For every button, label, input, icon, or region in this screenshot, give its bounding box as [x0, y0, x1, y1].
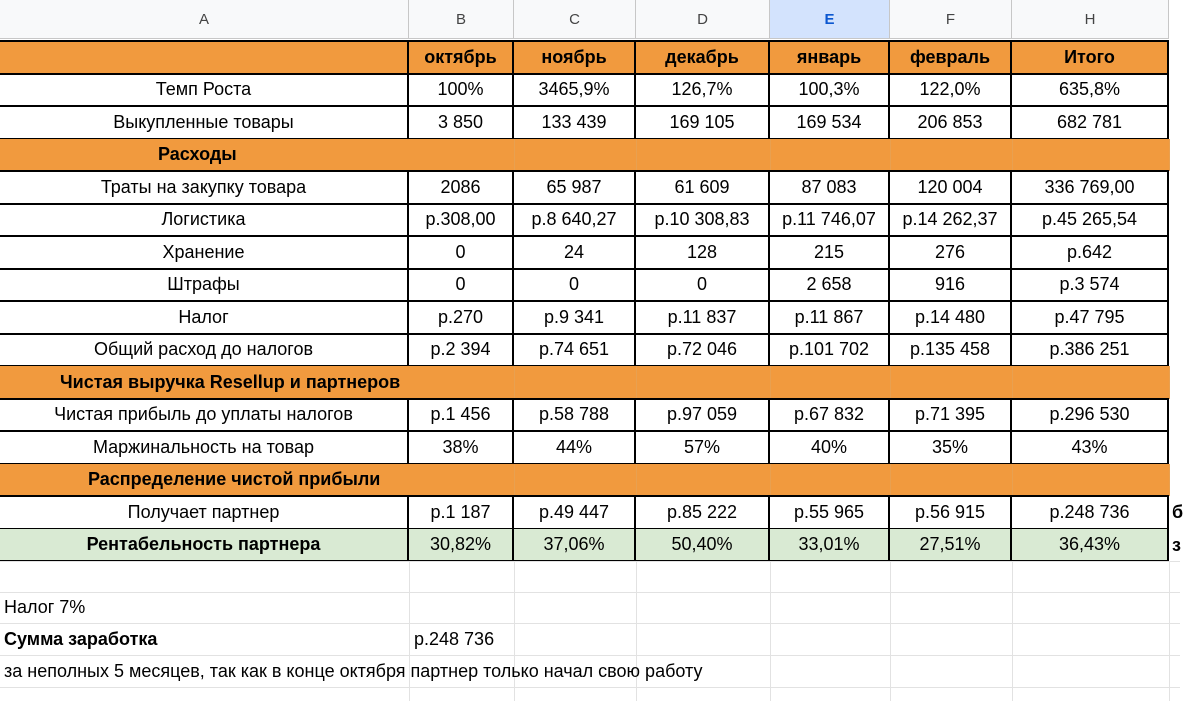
table-row — [0, 106, 1169, 139]
cell-gridline — [514, 464, 515, 497]
value-cell[interactable]: р.47 795 — [1012, 301, 1169, 334]
value-cell[interactable]: р.3 574 — [1012, 269, 1169, 302]
cell-gridline — [770, 139, 771, 172]
value-cell[interactable]: р.10 308,83 — [636, 204, 770, 237]
value-cell[interactable]: р.67 832 — [770, 399, 890, 432]
cell-gridline — [890, 139, 891, 172]
value-cell[interactable]: р.8 640,27 — [514, 204, 636, 237]
cell-gridline — [1169, 366, 1170, 399]
table-row — [0, 269, 1169, 302]
cell-gridline — [514, 366, 515, 399]
value-cell[interactable]: 37,06% — [514, 529, 636, 562]
column-header-e[interactable]: E — [770, 0, 890, 39]
row-label[interactable]: Получает партнер — [0, 496, 409, 529]
table-row — [0, 171, 1169, 204]
month-header-row — [0, 41, 1169, 74]
row-label[interactable]: Налог — [0, 301, 409, 334]
row-label[interactable]: Траты на закупку товара — [0, 171, 409, 204]
section-title[interactable]: Распределение чистой прибыли — [88, 469, 381, 490]
value-cell[interactable]: 33,01% — [770, 529, 890, 562]
value-cell[interactable]: 43% — [1012, 431, 1169, 464]
value-cell[interactable]: р.1 187 — [409, 496, 514, 529]
value-cell[interactable]: 30,82% — [409, 529, 514, 562]
value-cell[interactable]: р.56 915 — [890, 496, 1012, 529]
section-title[interactable]: Чистая выручка Resellup и партнеров — [60, 371, 401, 392]
cell-gridline — [1012, 464, 1013, 497]
value-cell[interactable]: 0 — [409, 269, 514, 302]
value-cell[interactable]: р.2 394 — [409, 334, 514, 367]
cell-gridline — [636, 464, 637, 497]
value-cell[interactable]: р.97 059 — [636, 399, 770, 432]
column-header-b[interactable]: B — [409, 0, 514, 39]
cell-gridline — [636, 366, 637, 399]
value-cell[interactable]: 122,0% — [890, 74, 1012, 107]
column-header-d[interactable]: D — [636, 0, 770, 39]
grid-row-line — [0, 687, 1180, 688]
value-cell[interactable]: 38% — [409, 431, 514, 464]
value-cell[interactable]: р.71 395 — [890, 399, 1012, 432]
value-cell[interactable]: 27,51% — [890, 529, 1012, 562]
value-cell[interactable]: 35% — [890, 431, 1012, 464]
cell-gridline — [890, 366, 891, 399]
table-row — [0, 529, 1169, 562]
cell-gridline — [770, 464, 771, 497]
value-cell[interactable]: р.386 251 — [1012, 334, 1169, 367]
table-row — [0, 334, 1169, 367]
table-row — [0, 301, 1169, 334]
value-cell[interactable]: 2086 — [409, 171, 514, 204]
month-header-cell[interactable]: январь — [770, 41, 890, 74]
grid-row-line — [0, 592, 1180, 593]
value-cell[interactable]: р.14 262,37 — [890, 204, 1012, 237]
earnings-value[interactable]: р.248 736 — [414, 629, 495, 649]
value-cell[interactable]: 65 987 — [514, 171, 636, 204]
cell-gridline — [1169, 139, 1170, 172]
grid-row-line — [0, 655, 1180, 656]
value-cell[interactable]: 0 — [636, 269, 770, 302]
label-cell[interactable] — [0, 41, 409, 74]
value-cell[interactable]: р.296 530 — [1012, 399, 1169, 432]
earnings-label[interactable]: Сумма заработка — [4, 629, 158, 649]
row-label[interactable]: Чистая прибыль до уплаты налогов — [0, 399, 409, 432]
section-title[interactable]: Расходы — [158, 144, 237, 165]
section-row — [0, 139, 1169, 172]
cell-gridline — [770, 366, 771, 399]
month-header-cell[interactable]: октябрь — [409, 41, 514, 74]
value-cell[interactable]: 100,3% — [770, 74, 890, 107]
cell-gridline — [636, 139, 637, 172]
value-cell[interactable]: р.74 651 — [514, 334, 636, 367]
value-cell[interactable]: р.58 788 — [514, 399, 636, 432]
table-row — [0, 74, 1169, 107]
grid-col-line — [890, 561, 891, 701]
value-cell[interactable]: р.308,00 — [409, 204, 514, 237]
month-header-cell[interactable]: февраль — [890, 41, 1012, 74]
value-cell[interactable]: 57% — [636, 431, 770, 464]
value-cell[interactable]: р.11 837 — [636, 301, 770, 334]
month-header-cell[interactable]: Итого — [1012, 41, 1169, 74]
value-cell[interactable]: р.1 456 — [409, 399, 514, 432]
value-cell[interactable]: 24 — [514, 236, 636, 269]
tax-note[interactable]: Налог 7% — [4, 597, 86, 617]
comment-note[interactable]: за неполных 5 месяцев, так как в конце октября партнер только начал свою работу — [4, 661, 703, 681]
value-cell[interactable]: р.49 447 — [514, 496, 636, 529]
table-row — [0, 399, 1169, 432]
month-header-cell[interactable]: декабрь — [636, 41, 770, 74]
cell-gridline — [1169, 464, 1170, 497]
clipped-cell-text: з — [1172, 534, 1181, 555]
value-cell[interactable]: 61 609 — [636, 171, 770, 204]
row-label[interactable]: Рентабельность партнера — [0, 529, 409, 562]
value-cell[interactable]: 169 534 — [770, 106, 890, 139]
grid-col-line — [1012, 561, 1013, 701]
column-header-a[interactable]: A — [0, 0, 409, 39]
table-row — [0, 236, 1169, 269]
value-cell[interactable]: р.248 736 — [1012, 496, 1169, 529]
grid-row-line — [0, 561, 1180, 562]
grid-col-line — [770, 561, 771, 701]
value-cell[interactable]: 916 — [890, 269, 1012, 302]
value-cell[interactable]: 0 — [409, 236, 514, 269]
value-cell[interactable]: р.101 702 — [770, 334, 890, 367]
value-cell[interactable]: 128 — [636, 236, 770, 269]
cell-gridline — [1012, 366, 1013, 399]
value-cell[interactable]: 635,8% — [1012, 74, 1169, 107]
value-cell[interactable]: р.72 046 — [636, 334, 770, 367]
section-row — [0, 366, 1169, 399]
table-row — [0, 496, 1169, 529]
value-cell[interactable]: 682 781 — [1012, 106, 1169, 139]
value-cell[interactable]: р.45 265,54 — [1012, 204, 1169, 237]
section-row — [0, 464, 1169, 497]
column-header-h[interactable]: H — [1012, 0, 1169, 39]
value-cell[interactable]: 215 — [770, 236, 890, 269]
row-label[interactable]: Маржинальность на товар — [0, 431, 409, 464]
value-cell[interactable]: 3 850 — [409, 106, 514, 139]
value-cell[interactable]: 206 853 — [890, 106, 1012, 139]
value-cell[interactable]: 3465,9% — [514, 74, 636, 107]
table-row — [0, 204, 1169, 237]
table-row — [0, 431, 1169, 464]
clipped-cell-text: б — [1172, 502, 1183, 522]
row-label[interactable]: Логистика — [0, 204, 409, 237]
value-cell[interactable]: р.642 — [1012, 236, 1169, 269]
value-cell[interactable]: р.55 965 — [770, 496, 890, 529]
value-cell[interactable]: 126,7% — [636, 74, 770, 107]
cell-gridline — [890, 464, 891, 497]
value-cell[interactable]: 169 105 — [636, 106, 770, 139]
row-label[interactable]: Хранение — [0, 236, 409, 269]
value-cell[interactable]: 50,40% — [636, 529, 770, 562]
value-cell[interactable]: 276 — [890, 236, 1012, 269]
grid-col-line — [1169, 561, 1170, 701]
value-cell[interactable]: 120 004 — [890, 171, 1012, 204]
value-cell[interactable]: р.9 341 — [514, 301, 636, 334]
column-header-c[interactable]: C — [514, 0, 636, 39]
value-cell[interactable]: р.270 — [409, 301, 514, 334]
value-cell[interactable]: р.135 458 — [890, 334, 1012, 367]
value-cell[interactable]: 44% — [514, 431, 636, 464]
table-top-border — [0, 40, 1169, 42]
value-cell[interactable]: 133 439 — [514, 106, 636, 139]
value-cell[interactable]: 36,43% — [1012, 529, 1169, 562]
value-cell[interactable]: р.11 867 — [770, 301, 890, 334]
row-label[interactable]: Темп Роста — [0, 74, 409, 107]
row-label[interactable]: Выкупленные товары — [0, 106, 409, 139]
row-label[interactable]: Общий расход до налогов — [0, 334, 409, 367]
value-cell[interactable]: р.85 222 — [636, 496, 770, 529]
column-header-f[interactable]: F — [890, 0, 1012, 39]
value-cell[interactable]: р.14 480 — [890, 301, 1012, 334]
value-cell[interactable]: 100% — [409, 74, 514, 107]
value-cell[interactable]: р.11 746,07 — [770, 204, 890, 237]
month-header-cell[interactable]: ноябрь — [514, 41, 636, 74]
value-cell[interactable]: 87 083 — [770, 171, 890, 204]
grid-row-line — [0, 623, 1180, 624]
row-label[interactable]: Штрафы — [0, 269, 409, 302]
value-cell[interactable]: 40% — [770, 431, 890, 464]
cell-gridline — [1012, 139, 1013, 172]
value-cell[interactable]: 336 769,00 — [1012, 171, 1169, 204]
value-cell[interactable]: 0 — [514, 269, 636, 302]
cell-gridline — [514, 139, 515, 172]
value-cell[interactable]: 2 658 — [770, 269, 890, 302]
